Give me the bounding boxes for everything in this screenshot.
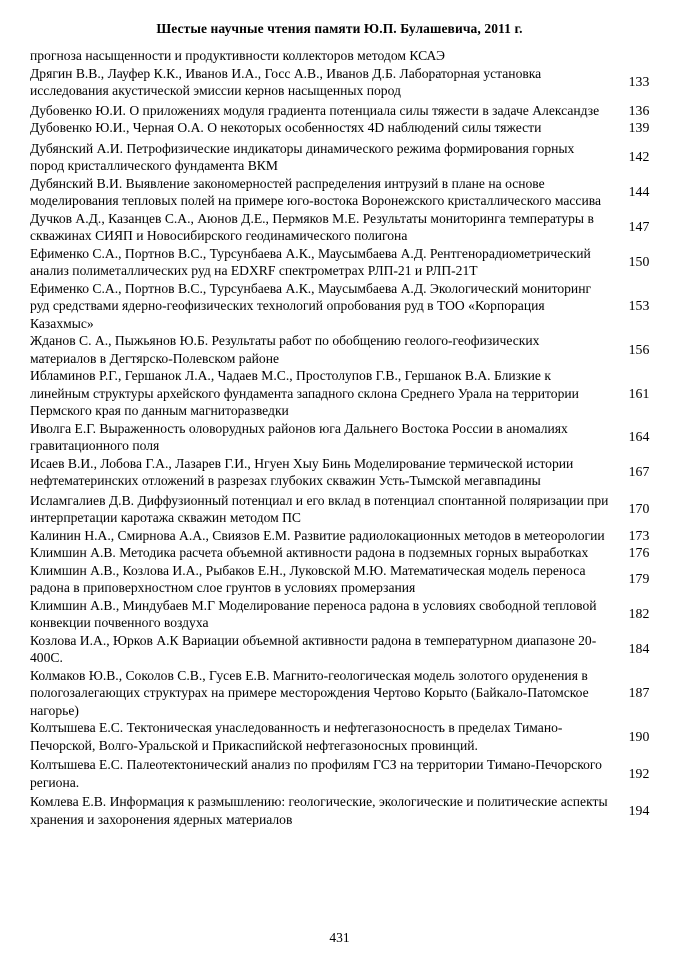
- toc-entry-text: Комлева Е.В. Информация к размышлению: геологические, экологические и политические аспекты хранения и захоронения ядерных материалов: [30, 794, 608, 827]
- toc-entry-text: Ефименко С.А., Портнов В.С., Турсунбаева А.К., Маусымбаева А.Д. Экологический мониторинг руд средствами ядерно-геофизических технологий опробования руд в ТОО «Корпорация Казахмыс»: [30, 280, 592, 331]
- toc-entry-text: Калинин Н.А., Смирнова А.А., Свиязов Е.М. Развитие радиолокационных методов в метеорологии: [30, 527, 605, 543]
- toc-entry-page-number: 184: [628, 641, 650, 657]
- toc-entry-text: Колмаков Ю.В., Соколов С.В., Гусев Е.В. Магнито-геологическая модель золотого оруденения в пологозалегающих структурах на примере месторождения Чертово Корыто (Байкало-Патомское нагорье): [30, 667, 589, 718]
- toc-entry: [30, 245, 661, 280]
- table-of-contents: [30, 47, 661, 828]
- toc-entry-text: Исламгалиев Д.В. Диффузионный потенциал и его вклад в потенциал спонтанной поляризации при интерпретации каротажа скважин методом ПС: [30, 492, 609, 525]
- toc-entry-page-number: 187: [628, 685, 650, 701]
- toc-entry-text: Ибламинов Р.Г., Гершанок Л.А., Чадаев М.С., Простолупов Г.В., Гершанок В.А. Близкие к линейным структуры архейского фундамента западного склона Среднего Урала на территории Пермского края по данным магниторазведки: [30, 368, 579, 418]
- toc-entry-text: прогноза насыщенности и продуктивности коллекторов методом КСАЭ: [30, 48, 445, 63]
- toc-entry-text: Иволга Е.Г. Выраженность оловорудных районов юга Дальнего Востока России в аномалиях гравитационного поля: [30, 420, 568, 453]
- toc-entry: [30, 544, 661, 562]
- toc-entry: [30, 102, 661, 120]
- toc-entry: [30, 280, 661, 333]
- toc-entry-text: Козлова И.А., Юрков А.К Вариации объемной активности радона в температурном диапазоне 20-400С.: [30, 632, 597, 665]
- toc-entry-page-number: 156: [628, 341, 650, 357]
- toc-entry: [30, 65, 661, 100]
- toc-entry: [30, 210, 661, 245]
- toc-entry-page-number: 133: [628, 74, 650, 90]
- page-header-title: Шестые научные чтения памяти Ю.П. Булашевича, 2011 г.: [156, 21, 523, 36]
- toc-entry-page-number: 173: [628, 527, 650, 543]
- toc-entry: [30, 119, 661, 137]
- toc-entry-page-number: 136: [628, 102, 650, 118]
- toc-entry: [30, 597, 661, 632]
- toc-entry-page-number: 164: [628, 429, 650, 445]
- page-number: 431: [329, 930, 350, 945]
- toc-entry-page-number: 139: [628, 120, 650, 136]
- toc-entry-page-number: 150: [628, 254, 650, 270]
- toc-entry-page-number: 144: [628, 184, 650, 200]
- toc-entry: [30, 367, 661, 420]
- toc-entry-page-number: 176: [628, 545, 650, 561]
- toc-entry: [30, 793, 661, 828]
- toc-entry: [30, 632, 661, 667]
- toc-entry: [30, 175, 661, 210]
- toc-entry-page-number: 161: [628, 385, 650, 401]
- toc-entry-text: Дубовенко Ю.И. О приложениях модуля градиента потенциала силы тяжести в задаче Александзе: [30, 102, 600, 118]
- toc-entry: [30, 47, 661, 65]
- toc-entry: [30, 455, 661, 490]
- toc-entry: [30, 527, 661, 545]
- toc-entry-page-number: 192: [628, 765, 650, 781]
- toc-entry-page-number: 147: [628, 219, 650, 235]
- toc-entry-text: Колтышева Е.С. Палеотектонический анализ по профилям ГСЗ на территории Тимано-Печорского региона.: [30, 757, 602, 790]
- toc-entry-text: Дрягин В.В., Лауфер К.К., Иванов И.А., Госс А.В., Иванов Д.Б. Лабораторная установка исследования акустической эмиссии кернов насыщенных пород: [30, 65, 542, 98]
- toc-entry: [30, 332, 661, 367]
- toc-entry: [30, 420, 661, 455]
- toc-entry: [30, 140, 661, 175]
- toc-entry-page-number: 194: [628, 802, 650, 818]
- toc-entry-text: Жданов С. А., Пыжьянов Ю.Б. Результаты работ по обобщению геолого-геофизических материалов в Дегтярско-Полевском районе: [30, 333, 540, 366]
- toc-entry-text: Дубянский А.И. Петрофизические индикаторы динамического режима формирования горных пород кристаллического фундамента ВКМ: [30, 140, 575, 173]
- toc-entry-text: Дубовенко Ю.И., Черная О.А. О некоторых особенностях 4D наблюдений силы тяжести: [30, 120, 542, 135]
- toc-entry: [30, 756, 661, 791]
- toc-entry-page-number: 167: [628, 464, 650, 480]
- toc-entry-text: Ефименко С.А., Портнов В.С., Турсунбаева А.К., Маусымбаева А.Д. Рентгенорадиометрический анализ полиметаллических руд на EDXRF спектрометрах РЛП-21 и РЛП-21Т: [30, 245, 591, 278]
- toc-entry-text: Климшин А.В., Миндубаев М.Г Моделирование переноса радона в условиях свободной тепловой конвекции почвенного воздуха: [30, 597, 597, 630]
- toc-entry-text: Дубянский В.И. Выявление закономерностей распределения интрузий в плане на основе моделирования тепловых полей на примере юго-востока Воронежского кристаллического массива: [30, 175, 602, 208]
- toc-entry: [30, 562, 661, 597]
- toc-entry-text: Климшин А.В., Козлова И.А., Рыбаков Е.Н., Луковской М.Ю. Математическая модель переноса радона в приповерхностном слое грунтов в условиях промерзания: [30, 562, 586, 595]
- toc-entry-page-number: 190: [628, 728, 650, 744]
- toc-entry-page-number: 179: [628, 571, 650, 587]
- toc-entry-page-number: 182: [628, 606, 650, 622]
- toc-entry-page-number: 142: [628, 149, 650, 165]
- toc-entry-page-number: 170: [628, 501, 650, 517]
- toc-entry-text: Исаев В.И., Лобова Г.А., Лазарев Г.И., Нгуен Хыу Бинь Моделирование термической истории нефтематеринских отложений в разрезах глубоких скважин Усть-Тымской мегавпадины: [30, 455, 574, 488]
- toc-entry-text: Климшин А.В. Методика расчета объемной активности радона в подземных горных выработках: [30, 545, 589, 560]
- toc-entry: [30, 719, 661, 754]
- toc-entry-text: Колтышева Е.С. Тектоническая унаследованность и нефтегазоносность в пределах Тимано-Печорской, Волго-Уральской и Прикаспийской нефтегазоносных провинций.: [30, 720, 563, 753]
- toc-entry-text: Дучков А.Д., Казанцев С.А., Аюнов Д.Е., Пермяков М.Е. Результаты мониторинга температуры в скважинах СИЯП и Новосибирского геодинамического полигона: [30, 210, 594, 243]
- toc-entry: [30, 667, 661, 720]
- toc-entry-page-number: 153: [628, 298, 650, 314]
- toc-entry: [30, 492, 661, 527]
